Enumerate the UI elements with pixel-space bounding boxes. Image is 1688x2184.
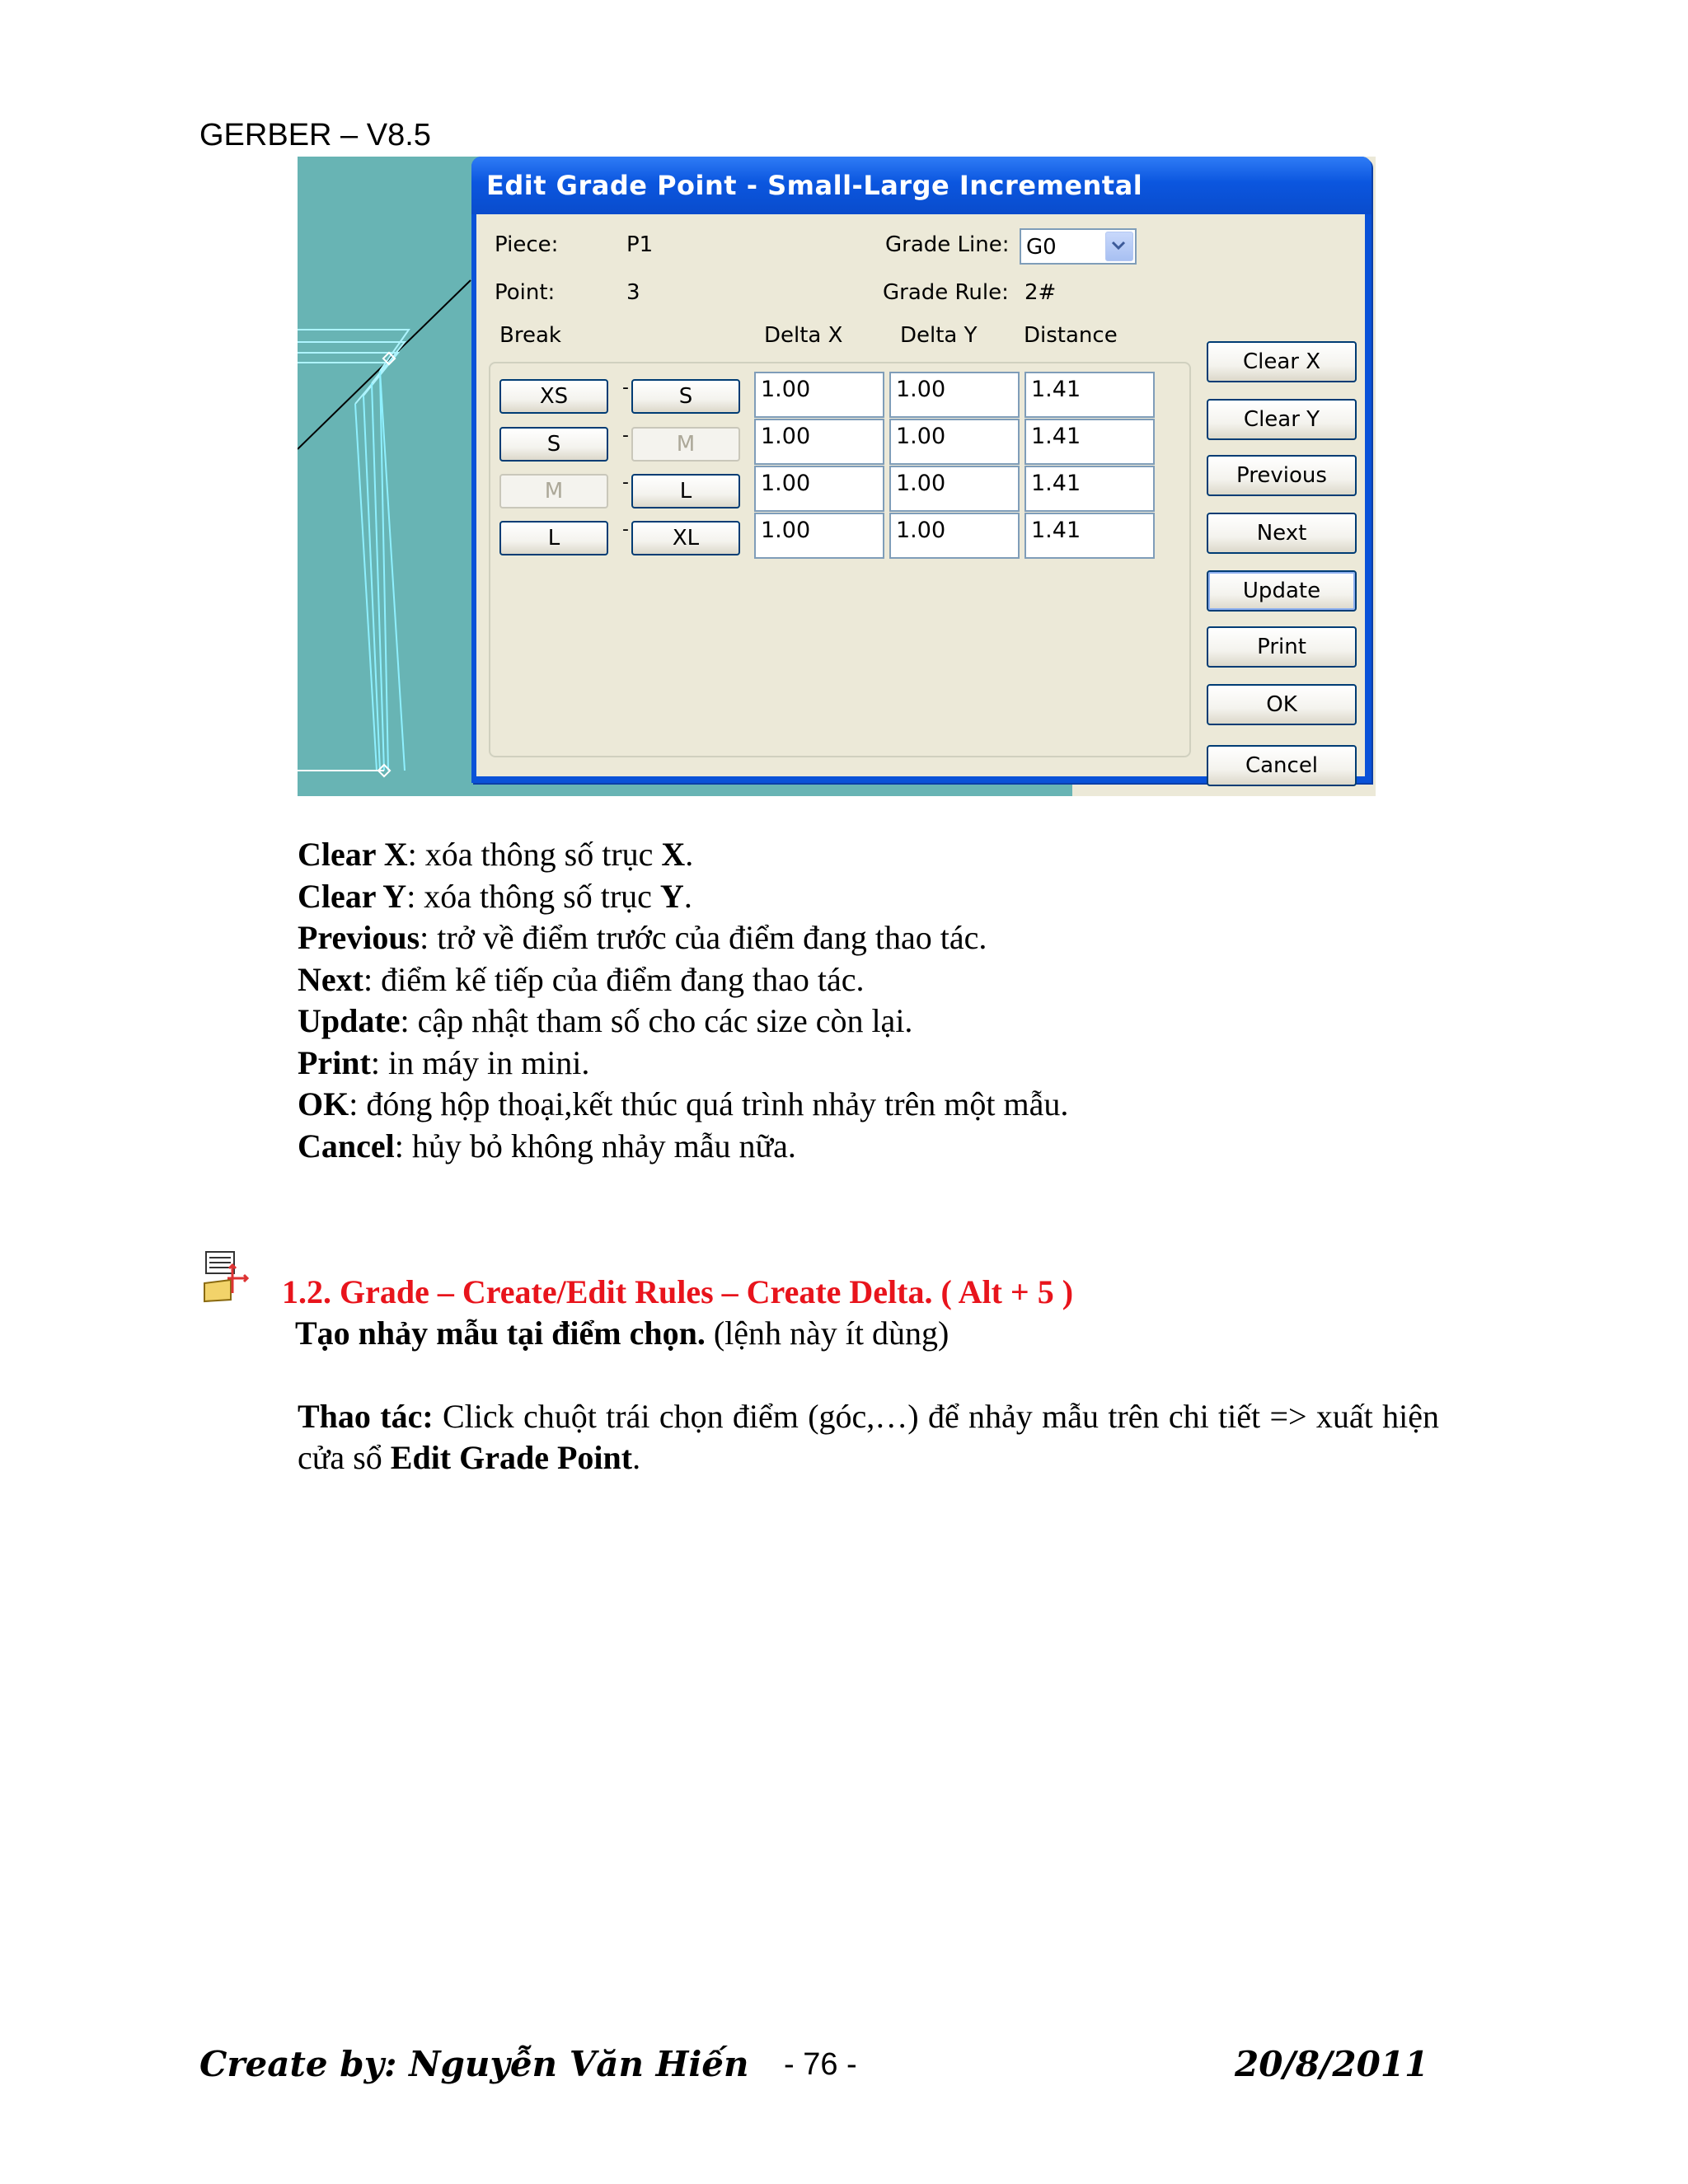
page-header-title: GERBER – V8.5 [199,118,431,152]
point-label: Point: [495,280,556,305]
piece-label: Piece: [495,232,559,257]
break-from-button[interactable]: L [499,521,608,555]
break-to-button[interactable]: L [631,474,740,509]
dialog-titlebar[interactable] [471,157,1372,214]
grade-rules-icon [203,1250,252,1306]
edit-grade-point-dialog [471,157,1372,783]
point-value: 3 [626,280,640,305]
grade-line-value: G0 [1026,235,1057,260]
break-from-button[interactable]: XS [499,379,608,414]
break-to-button: M [631,427,740,462]
delta-y-field[interactable]: 1.00 [889,372,1020,418]
break-from-button: M [499,474,608,509]
section-subheading: Tạo nhảy mẫu tại điểm chọn. (lệnh này ít dùng) [295,1315,950,1352]
break-dash: - [622,377,629,398]
delta-x-field[interactable]: 1.00 [754,372,884,418]
clear-y-button[interactable]: Clear Y [1207,399,1357,440]
delta-x-field[interactable]: 1.00 [754,419,884,465]
footer-date: 20/8/2011 [1235,2044,1429,2084]
dialog-client [476,214,1365,776]
cancel-button[interactable]: Cancel [1207,745,1357,786]
canvas-gap [1394,783,1673,796]
description-update: Update: cập nhật tham số cho các size còn lại. [298,1002,913,1039]
delta-y-field[interactable]: 1.00 [889,419,1020,465]
break-dash: - [622,472,629,493]
description-clear-x: Clear X: xóa thông số trục X. [298,836,694,873]
grade-rule-label: Grade Rule: [883,280,1009,305]
ok-button[interactable]: OK [1207,684,1357,725]
col-break-header: Break [499,323,561,348]
description-next: Next: điểm kế tiếp của điểm đang thao tác. [298,960,865,998]
print-button[interactable]: Print [1207,626,1357,668]
dialog-screenshot [298,157,1376,796]
break-dash: - [622,425,629,446]
next-button[interactable]: Next [1207,513,1357,554]
section-paragraph: Thao tác: Click chuột trái chọn điểm (góc,…) để nhảy mẫu trên chi tiết => xuất hiện cửa sổ Edit Grade Point. [298,1398,1439,1476]
previous-button[interactable]: Previous [1207,455,1357,496]
footer-page-number: - 76 - [784,2047,857,2082]
update-button[interactable]: Update [1207,570,1357,612]
grade-rule-value: 2# [1025,280,1057,305]
section-heading: 1.2. Grade – Create/Edit Rules – Create Delta. ( Alt + 5 ) [282,1273,1074,1310]
distance-field[interactable]: 1.41 [1025,513,1155,559]
description-clear-y: Clear Y: xóa thông số trục Y. [298,877,692,915]
col-distance-header: Distance [1024,323,1118,348]
description-cancel: Cancel: hủy bỏ không nhảy mẫu nữa. [298,1127,796,1165]
break-to-button[interactable]: XL [631,521,740,555]
delta-x-field[interactable]: 1.00 [754,466,884,512]
break-dash: - [622,519,629,540]
description-print: Print: in máy in mini. [298,1043,590,1081]
delta-y-field[interactable]: 1.00 [889,513,1020,559]
description-ok: OK: đóng hộp thoại,kết thúc quá trình nhảy trên một mẫu. [298,1085,1069,1122]
col-delta-x-header: Delta X [764,323,843,348]
button-descriptions [298,834,1068,1167]
clear-x-button[interactable]: Clear X [1207,341,1357,382]
distance-field[interactable]: 1.41 [1025,466,1155,512]
grade-line-label: Grade Line: [885,232,1010,257]
break-to-button[interactable]: S [631,379,740,414]
delta-x-field[interactable]: 1.00 [754,513,884,559]
footer-author: Create by: Nguyễn Văn Hiến [199,2044,749,2084]
description-previous: Previous: trở về điểm trước của điểm đang thao tác. [298,919,987,956]
col-delta-y-header: Delta Y [900,323,978,348]
dialog-title: Edit Grade Point - Small-Large Incremental [486,170,1143,201]
distance-field[interactable]: 1.41 [1025,372,1155,418]
piece-value: P1 [626,232,654,257]
chevron-down-icon[interactable] [1105,232,1133,261]
break-from-button[interactable]: S [499,427,608,462]
distance-field[interactable]: 1.41 [1025,419,1155,465]
grade-line-select[interactable] [1020,228,1137,265]
delta-y-field[interactable]: 1.00 [889,466,1020,512]
